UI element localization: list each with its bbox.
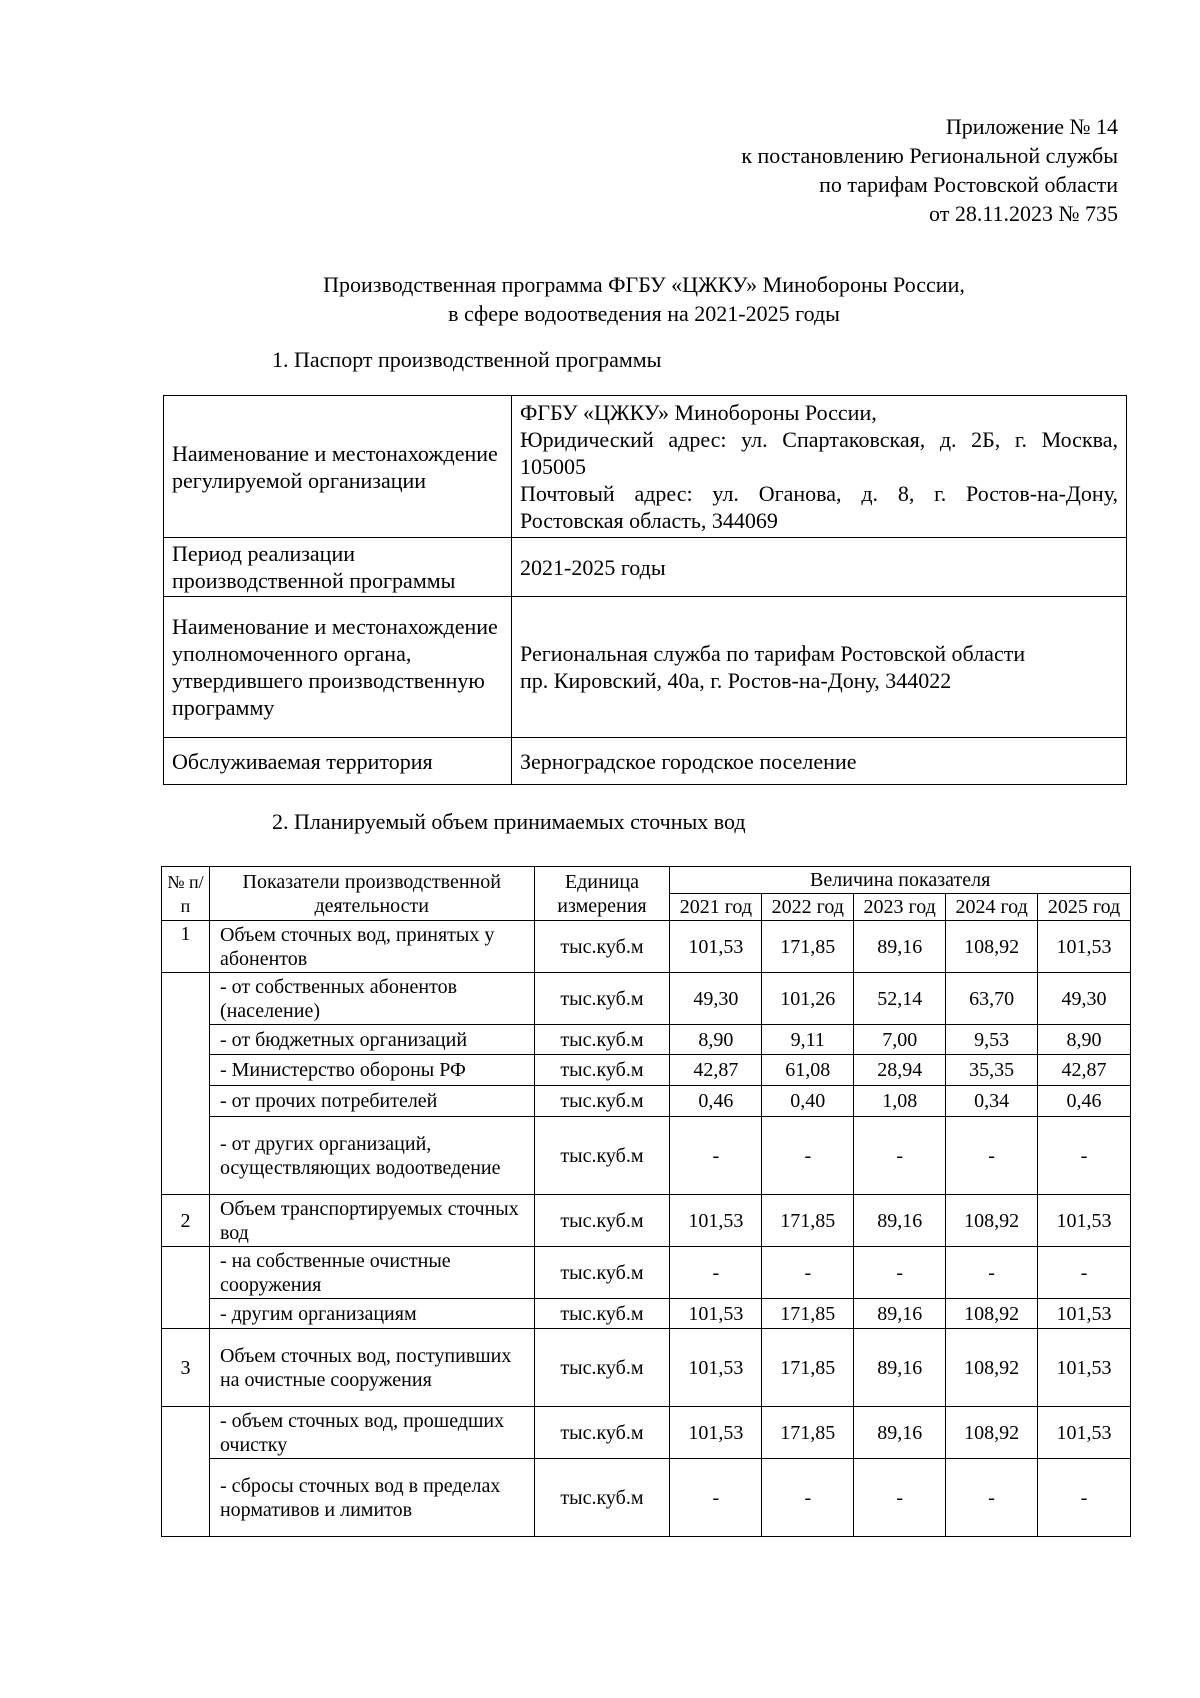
row-label: - объем сточных вод, прошедших очистку (209, 1407, 534, 1459)
row-label: - на собственные очистные сооружения (209, 1247, 534, 1299)
value-line: ФГБУ «ЦЖКУ» Минобороны России, (520, 400, 877, 425)
row-value: 101,26 (762, 973, 854, 1025)
row-value: 101,53 (670, 1195, 762, 1247)
row-value: 171,85 (762, 1299, 854, 1329)
row-unit: тыс.куб.м (534, 1459, 670, 1537)
row-value: 89,16 (854, 1407, 946, 1459)
table-row (162, 1247, 1131, 1299)
table-row (162, 1025, 1131, 1055)
table-row (164, 538, 1127, 597)
row-num (162, 973, 210, 1195)
row-value: 108,92 (946, 1195, 1038, 1247)
row-value: - (946, 1459, 1038, 1537)
row-value: 9,53 (946, 1025, 1038, 1055)
document-title (162, 270, 1126, 328)
row-value: 89,16 (854, 1299, 946, 1329)
row-value: 52,14 (854, 973, 946, 1025)
row-value: 89,16 (854, 1329, 946, 1407)
table-row (162, 1459, 1131, 1537)
row-value: 0,34 (946, 1086, 1038, 1117)
row-num: 3 (162, 1329, 210, 1407)
passport-key: Наименование и местонахождение уполномоченного органа, утвердившего производственную программу (164, 597, 512, 738)
row-label: - от собственных абонентов (население) (209, 973, 534, 1025)
row-unit: тыс.куб.м (534, 1086, 670, 1117)
passport-value (512, 396, 1127, 538)
header-indicator: Показатели производственной деятельности (209, 867, 534, 921)
row-value: - (762, 1247, 854, 1299)
row-unit: тыс.куб.м (534, 1407, 670, 1459)
header-unit: Единица измерения (534, 867, 670, 921)
header-year: 2021 год (670, 894, 762, 921)
header-num: № п/п (162, 867, 210, 921)
row-value: - (670, 1459, 762, 1537)
row-value: 171,85 (762, 1407, 854, 1459)
table-row (162, 921, 1131, 973)
row-value: 101,53 (1038, 1407, 1131, 1459)
row-value: 108,92 (946, 1407, 1038, 1459)
row-unit: тыс.куб.м (534, 973, 670, 1025)
value-line: Юридический адрес: ул. Спартаковская, д. 2Б, г. Москва, 105005 (520, 427, 1118, 479)
row-value: 1,08 (854, 1086, 946, 1117)
value-line: пр. Кировский, 40а, г. Ростов-на-Дону, 344022 (520, 668, 952, 693)
row-value: 8,90 (670, 1025, 762, 1055)
table-row (162, 1407, 1131, 1459)
row-value: 0,40 (762, 1086, 854, 1117)
row-value: - (670, 1117, 762, 1195)
table-row (162, 1117, 1131, 1195)
section-heading-volume: 2. Планируемый объем принимаемых сточных вод (272, 809, 746, 834)
row-value: 171,85 (762, 921, 854, 973)
table-row (162, 1055, 1131, 1086)
table-row (162, 1195, 1131, 1247)
passport-value (512, 738, 1127, 785)
row-value: 42,87 (670, 1055, 762, 1086)
row-value: 101,53 (1038, 921, 1131, 973)
table-row (162, 1329, 1131, 1407)
appendix-header (741, 112, 1118, 228)
row-unit: тыс.куб.м (534, 1299, 670, 1329)
table-row (164, 597, 1127, 738)
row-value: 101,53 (1038, 1195, 1131, 1247)
value-line: Почтовый адрес: ул. Оганова, д. 8, г. Ростов-на-Дону, Ростовская область, 344069 (520, 481, 1118, 533)
row-unit: тыс.куб.м (534, 1025, 670, 1055)
row-value: 7,00 (854, 1025, 946, 1055)
row-value: 28,94 (854, 1055, 946, 1086)
row-num: 1 (162, 921, 210, 973)
header-year: 2024 год (946, 894, 1038, 921)
row-value: 49,30 (1038, 973, 1131, 1025)
table-row (162, 1299, 1131, 1329)
row-value: 108,92 (946, 1329, 1038, 1407)
row-value: 42,87 (1038, 1055, 1131, 1086)
wastewater-volume-table (161, 866, 1131, 1537)
row-label: - от бюджетных организаций (209, 1025, 534, 1055)
row-value: - (1038, 1459, 1131, 1537)
row-label: - другим организациям (209, 1299, 534, 1329)
row-value: 171,85 (762, 1195, 854, 1247)
row-value: 101,53 (670, 1299, 762, 1329)
passport-key: Обслуживаемая территория (164, 738, 512, 785)
header-year: 2025 год (1038, 894, 1131, 921)
row-unit: тыс.куб.м (534, 1055, 670, 1086)
row-unit: тыс.куб.м (534, 1329, 670, 1407)
row-value: 101,53 (1038, 1329, 1131, 1407)
table-row (162, 973, 1131, 1025)
header-year: 2022 год (762, 894, 854, 921)
passport-key: Наименование и местонахождение регулируемой организации (164, 396, 512, 538)
header-value-group: Величина показателя (670, 867, 1131, 894)
row-label: - Министерство обороны РФ (209, 1055, 534, 1086)
appendix-line: от 28.11.2023 № 735 (929, 201, 1118, 226)
row-label: - сбросы сточных вод в пределах нормативов и лимитов (209, 1459, 534, 1537)
row-label: Объем транспортируемых сточных вод (209, 1195, 534, 1247)
row-value: 89,16 (854, 921, 946, 973)
row-value: 63,70 (946, 973, 1038, 1025)
row-value: 171,85 (762, 1329, 854, 1407)
row-value: 0,46 (670, 1086, 762, 1117)
passport-value (512, 538, 1127, 597)
row-label: - от прочих потребителей (209, 1086, 534, 1117)
row-unit: тыс.куб.м (534, 921, 670, 973)
passport-table (163, 395, 1127, 785)
appendix-line: по тарифам Ростовской области (819, 172, 1118, 197)
row-value: - (946, 1117, 1038, 1195)
row-value: 61,08 (762, 1055, 854, 1086)
row-value: - (854, 1247, 946, 1299)
appendix-line: к постановлению Региональной службы (741, 143, 1118, 168)
row-value: 89,16 (854, 1195, 946, 1247)
title-line: в сфере водоотведения на 2021-2025 годы (448, 301, 840, 326)
passport-value (512, 597, 1127, 738)
row-value: 49,30 (670, 973, 762, 1025)
row-value: - (946, 1247, 1038, 1299)
row-value: - (1038, 1247, 1131, 1299)
row-value: 0,46 (1038, 1086, 1131, 1117)
title-line: Производственная программа ФГБУ «ЦЖКУ» Минобороны России, (323, 272, 965, 297)
row-value: 9,11 (762, 1025, 854, 1055)
row-value: - (854, 1459, 946, 1537)
row-label: Объем сточных вод, принятых у абонентов (209, 921, 534, 973)
header-row (162, 867, 1131, 894)
row-unit: тыс.куб.м (534, 1117, 670, 1195)
row-value: 108,92 (946, 921, 1038, 973)
row-value: - (854, 1117, 946, 1195)
row-value: 35,35 (946, 1055, 1038, 1086)
row-value: 108,92 (946, 1299, 1038, 1329)
value-line: 2021-2025 годы (520, 554, 666, 580)
appendix-line: Приложение № 14 (945, 114, 1118, 139)
section-heading-passport: 1. Паспорт производственной программы (272, 347, 662, 372)
row-value: - (762, 1459, 854, 1537)
header-year: 2023 год (854, 894, 946, 921)
row-value: 101,53 (1038, 1299, 1131, 1329)
row-value: 101,53 (670, 921, 762, 973)
row-value: - (1038, 1117, 1131, 1195)
row-num (162, 1407, 210, 1537)
value-line: Зерноградское городское поселение (520, 748, 857, 774)
row-num (162, 1247, 210, 1329)
row-value: 101,53 (670, 1329, 762, 1407)
row-num: 2 (162, 1195, 210, 1247)
row-value: 8,90 (1038, 1025, 1131, 1055)
table-row (164, 738, 1127, 785)
row-value: 101,53 (670, 1407, 762, 1459)
row-unit: тыс.куб.м (534, 1195, 670, 1247)
row-label: - от других организаций, осуществляющих водоотведение (209, 1117, 534, 1195)
row-unit: тыс.куб.м (534, 1247, 670, 1299)
row-value: - (762, 1117, 854, 1195)
passport-key: Период реализации производственной программы (164, 538, 512, 597)
table-row (164, 396, 1127, 538)
row-label: Объем сточных вод, поступивших на очистные сооружения (209, 1329, 534, 1407)
row-value: - (670, 1247, 762, 1299)
value-line: Региональная служба по тарифам Ростовской области (520, 641, 1026, 666)
table-row (162, 1086, 1131, 1117)
